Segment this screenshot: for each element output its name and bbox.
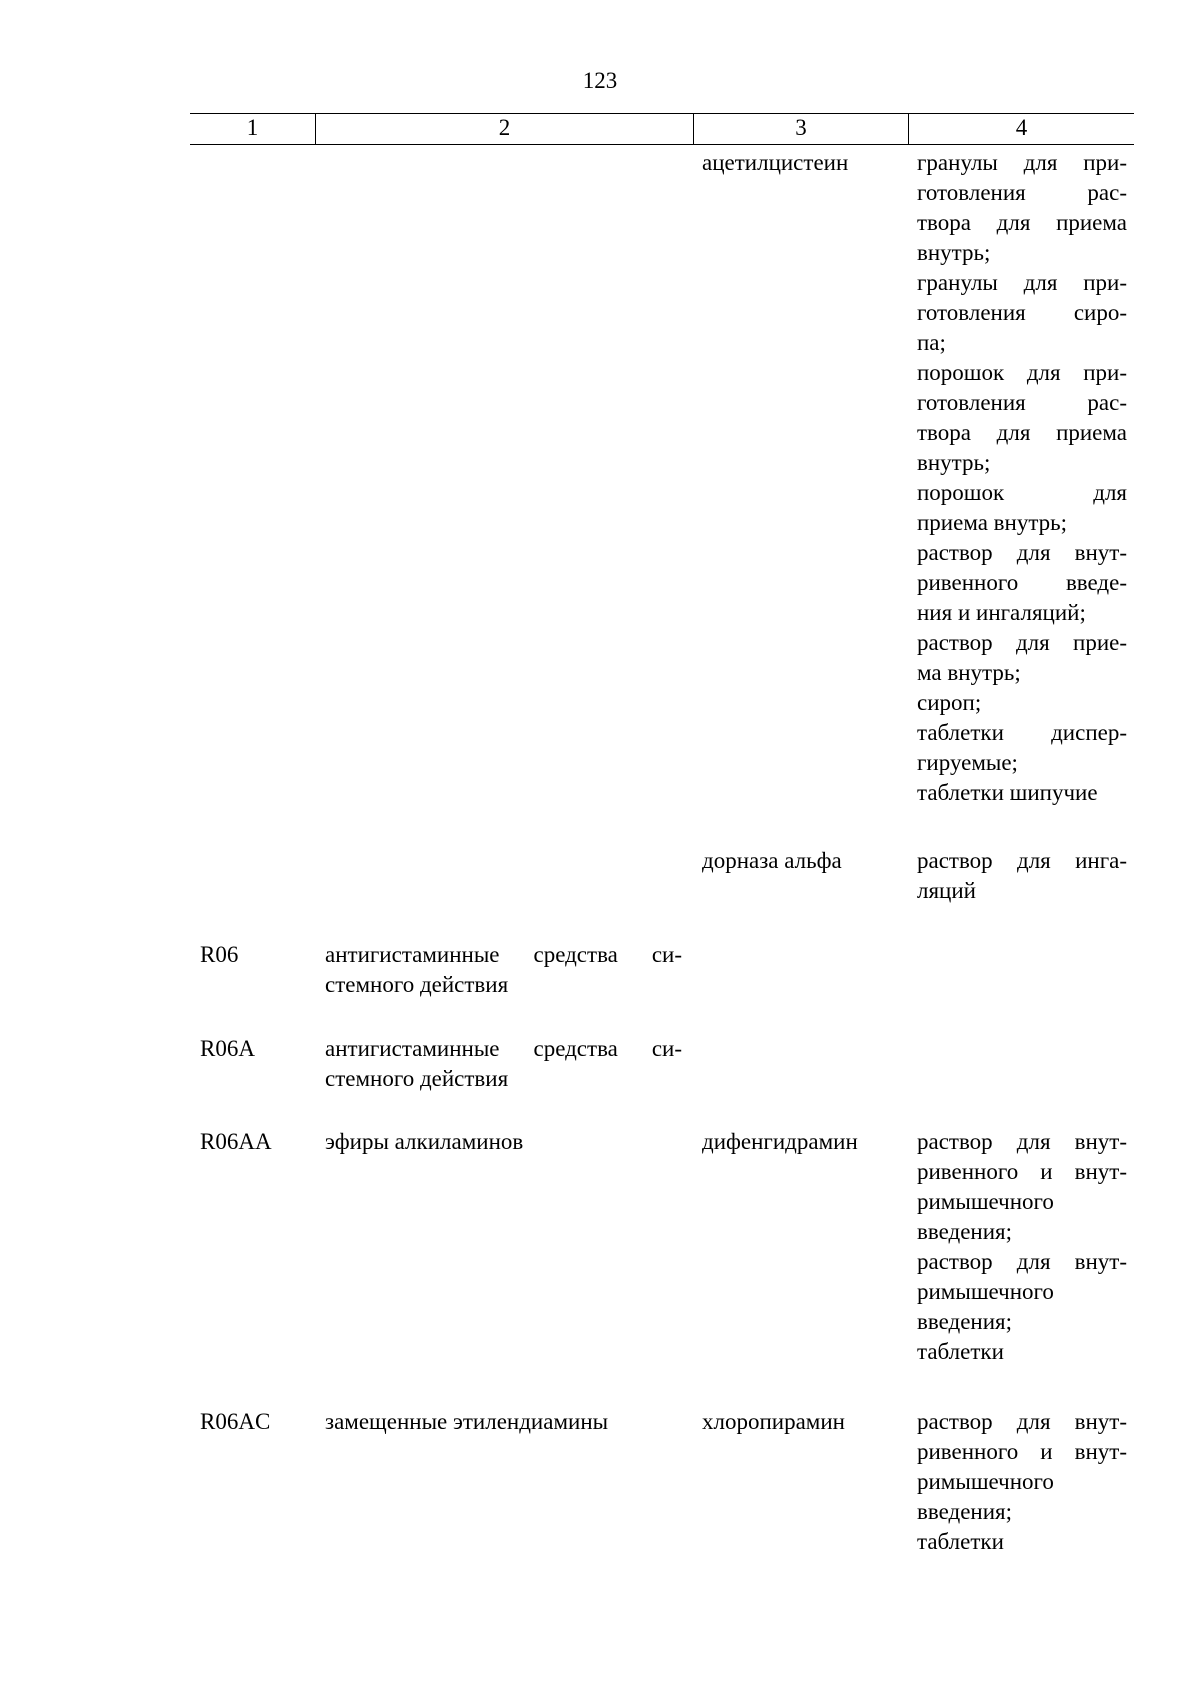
form-line: готовления рас-	[917, 390, 1127, 415]
form-line: сироп;	[917, 690, 982, 715]
drug-name: дифенгидрамин	[702, 1129, 858, 1154]
form-line: готовления сиро-	[917, 300, 1127, 325]
form-line: гранулы для при-	[917, 150, 1127, 175]
group-line: антигистаминные средства си-	[325, 942, 682, 967]
form-line: римышечного	[917, 1469, 1054, 1494]
atc-code: R06AA	[200, 1129, 272, 1154]
atc-code: R06	[200, 942, 239, 967]
form-line: таблетки	[917, 1529, 1004, 1554]
form-line: твора для приема	[917, 210, 1127, 235]
table-header	[190, 113, 1134, 145]
group-line: эфиры алкиламинов	[325, 1129, 524, 1154]
dosage-forms	[917, 1127, 1127, 1367]
group-line: замещенные этилендиамины	[325, 1409, 609, 1434]
form-line: раствор для внут-	[917, 540, 1127, 565]
header-col-1: 1	[246, 115, 259, 140]
form-line: приема внутрь;	[917, 510, 1068, 535]
atc-group	[325, 1407, 682, 1437]
form-line: ривенного введе-	[917, 570, 1127, 595]
form-line: введения;	[917, 1309, 1012, 1334]
form-line: таблетки	[917, 1339, 1004, 1364]
form-line: ляций	[917, 878, 976, 903]
group-line: стемного действия	[325, 972, 509, 997]
form-line: раствор для инга-	[917, 848, 1127, 873]
form-line: римышечного	[917, 1189, 1054, 1214]
drug-name: хлоропирамин	[702, 1409, 845, 1434]
form-line: порошок для при-	[917, 360, 1127, 385]
atc-code: R06A	[200, 1036, 255, 1061]
form-line: римышечного	[917, 1279, 1054, 1304]
form-line: таблетки шипучие	[917, 780, 1098, 805]
dosage-forms	[917, 846, 1127, 906]
form-line: внутрь;	[917, 450, 991, 475]
atc-group	[325, 1127, 682, 1157]
group-line: антигистаминные средства си-	[325, 1036, 682, 1061]
drug-name: дорназа альфа	[702, 848, 842, 873]
form-line: порошок для	[917, 480, 1127, 505]
form-line: раствор для внут-	[917, 1409, 1127, 1434]
form-line: твора для приема	[917, 420, 1127, 445]
form-line: введения;	[917, 1499, 1012, 1524]
form-line: ривенного и внут-	[917, 1439, 1127, 1464]
dosage-forms	[917, 148, 1127, 808]
form-line: готовления рас-	[917, 180, 1127, 205]
form-line: ния и ингаляций;	[917, 600, 1086, 625]
form-line: ма внутрь;	[917, 660, 1021, 685]
atc-group	[325, 1034, 682, 1094]
header-col-2: 2	[315, 114, 693, 144]
form-line: ривенного и внут-	[917, 1159, 1127, 1184]
header-col-3: 3	[693, 114, 908, 144]
form-line: гируемые;	[917, 750, 1018, 775]
form-line: раствор для внут-	[917, 1249, 1127, 1274]
atc-code: R06AC	[200, 1409, 271, 1434]
form-line: таблетки диспер-	[917, 720, 1127, 745]
form-line: внутрь;	[917, 240, 991, 265]
page-number: 123	[582, 68, 618, 93]
header-col-4: 4	[908, 114, 1134, 144]
form-line: па;	[917, 330, 946, 355]
drug-name: ацетилцистеин	[702, 150, 849, 175]
form-line: раствор для прие-	[917, 630, 1127, 655]
form-line: раствор для внут-	[917, 1129, 1127, 1154]
form-line: гранулы для при-	[917, 270, 1127, 295]
atc-group	[325, 940, 682, 1000]
group-line: стемного действия	[325, 1066, 509, 1091]
form-line: введения;	[917, 1219, 1012, 1244]
dosage-forms	[917, 1407, 1127, 1557]
